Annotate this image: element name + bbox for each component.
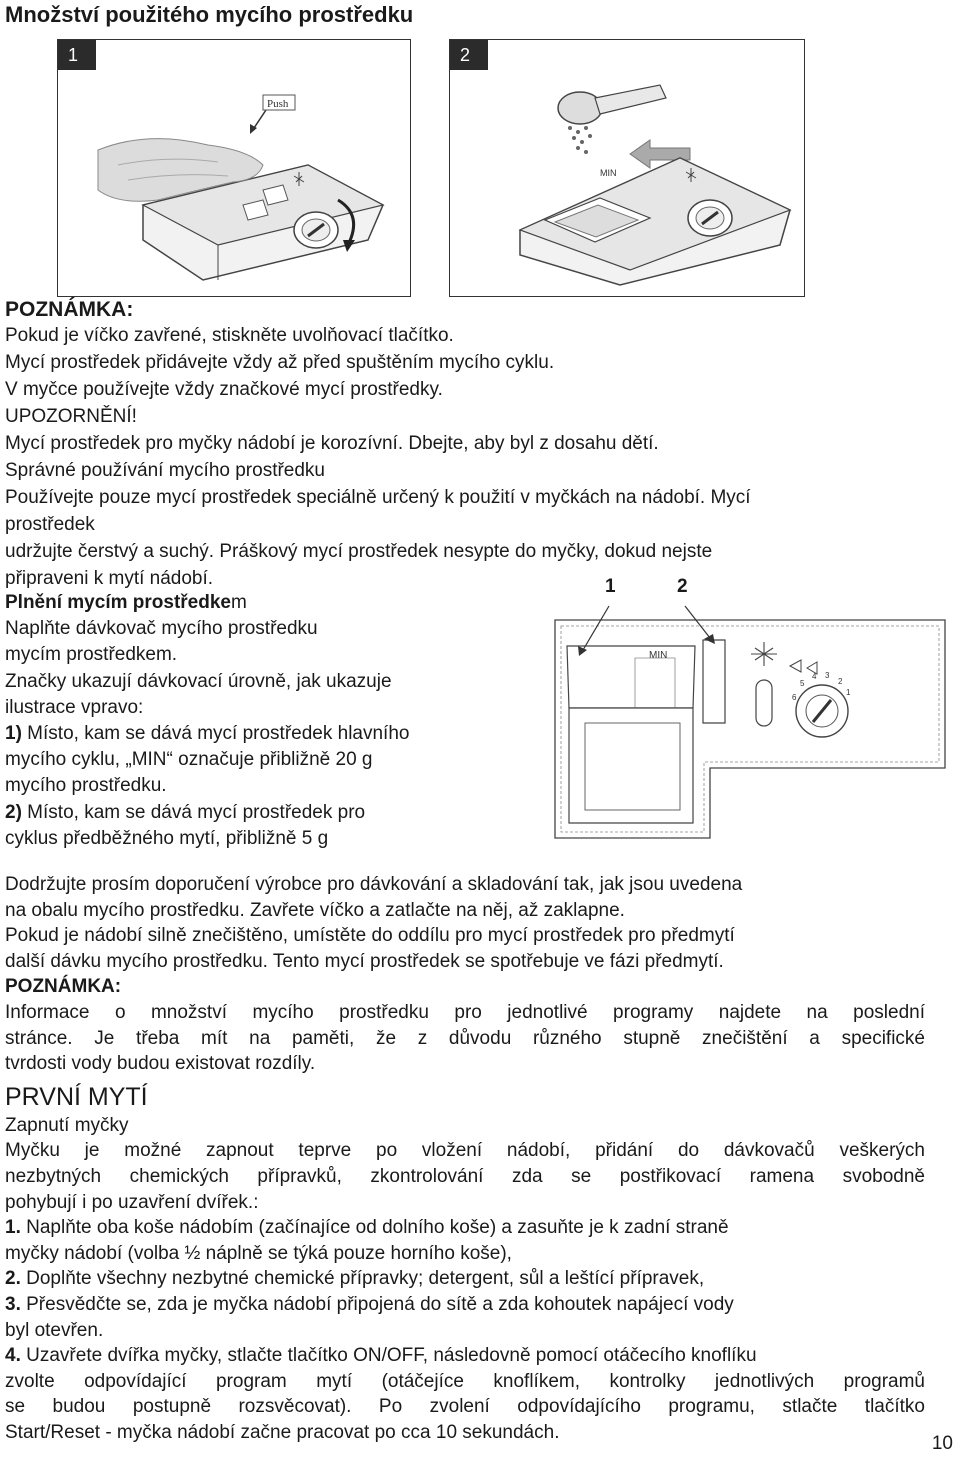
- p1-line: Pokud je nádobí silně znečištěno, umístěte do oddílu pro mycí prostředek pro předmytí: [5, 925, 735, 947]
- step-text: Naplňte oba koše nádobím (začínajíce od dolního koše) a zasuňte je k zadní straně: [20, 1217, 729, 1239]
- p1-line: Dodržujte prosím doporučení výrobce pro dávkování a skladování tak, jak jsou uvedena: [5, 874, 743, 895]
- step-text: Uzavřete dvířka myčky, stlačte tlačítko ON/OFF, následovně pomocí otáčecího knoflíku: [20, 1345, 757, 1367]
- dial-number: 5: [800, 679, 805, 688]
- step-text: Přesvědčte se, zda je myčka nádobí připojená do sítě a zda kohoutek napájecí vody: [20, 1293, 734, 1315]
- dial-number: 6: [792, 693, 797, 702]
- page-title: Množství použitého mycího prostředku: [5, 2, 414, 27]
- step-1-cont: myčky nádobí (volba ½ náplně se týká pouze horního koše),: [5, 1242, 512, 1264]
- push-label: Push: [267, 98, 289, 110]
- note-line: UPOZORNĚNÍ!: [5, 406, 137, 427]
- filling-section: [5, 590, 525, 852]
- dispenser-level-diagram: [545, 576, 959, 846]
- item-1-number: 1): [5, 722, 22, 744]
- figure-2-number: 2: [450, 40, 488, 70]
- note2-heading: POZNÁMKA:: [5, 976, 122, 998]
- step-4-cont: se budou postupně rozsvěcovat). Po zvolení odpovídajícího programu, stlačte tlačítko: [5, 1396, 925, 1418]
- note2-line: Informace o množství mycího prostředku pro jednotlivé programy najdete na poslední: [5, 1001, 925, 1023]
- note-line: prostředek: [5, 514, 95, 535]
- dispenser-diagram-svg: [545, 598, 959, 846]
- dispenser-fill-illustration: [450, 40, 804, 296]
- note-line: Mycí prostředek přidávejte vždy až před spuštěním mycího cyklu.: [5, 352, 555, 373]
- figure-1: [57, 39, 411, 297]
- note2-line: stránce. Je třeba mít na paměti, že z důvodu různého stupně znečištění a specifické: [5, 1027, 925, 1049]
- note-line: Mycí prostředek pro myčky nádobí je korozívní. Dbejte, aby byl z dosahu dětí.: [5, 433, 659, 454]
- dial-number: 4: [812, 672, 817, 681]
- item-2-text: Místo, kam se dává mycí prostředek pro: [21, 801, 366, 823]
- step-number: 4.: [5, 1345, 21, 1367]
- p1-line: další dávku mycího prostředku. Tento mycí prostředek se spotřebuje ve fázi předmytí.: [5, 950, 724, 972]
- note-line: Správné používání mycího prostředku: [5, 460, 326, 481]
- filling-heading: [5, 590, 525, 616]
- note-heading: POZNÁMKA:: [5, 298, 134, 321]
- step-number: 2.: [5, 1268, 21, 1290]
- filling-line: mycím prostředkem.: [5, 644, 178, 666]
- figure-2: [449, 39, 805, 297]
- figure-2-min-label: MIN: [600, 168, 617, 178]
- step-2: [5, 1266, 925, 1292]
- filling-heading-bold: Plnění mycím prostředke: [5, 592, 231, 613]
- item-1-text: Místo, kam se dává mycí prostředek hlavního: [21, 722, 410, 744]
- filling-line: Značky ukazují dávkovací úrovně, jak ukazuje: [5, 670, 392, 692]
- note-line: udržujte čerstvý a suchý. Práškový mycí prostředek nesypte do myčky, dokud nejste: [5, 541, 713, 562]
- note-line: Používejte pouze mycí prostředek speciálně určený k použití v myčkách na nádobí. Mycí: [5, 487, 751, 508]
- note-line: Pokud je víčko zavřené, stiskněte uvolňovací tlačítko.: [5, 325, 454, 346]
- step-4-cont: Start/Reset - myčka nádobí začne pracovat po cca 10 sekundách.: [5, 1421, 560, 1443]
- first-wash-heading: PRVNÍ MYTÍ: [5, 1082, 148, 1111]
- dial-number: 2: [838, 677, 843, 686]
- item-2-number: 2): [5, 801, 22, 823]
- note-line: V myčce používejte vždy značkové mycí prostředky.: [5, 379, 443, 400]
- filling-item-2: [5, 800, 525, 826]
- dispenser-push-illustration: [58, 40, 410, 296]
- step-4: [5, 1343, 925, 1369]
- filling-item-1: [5, 721, 525, 747]
- note-lines: [5, 322, 940, 592]
- page-number: 10: [931, 1433, 953, 1455]
- main-text: [5, 872, 925, 1445]
- step-text: Doplňte všechny nezbytné chemické přípravky; detergent, sůl a leštící přípravek,: [20, 1268, 705, 1290]
- step-number: 3.: [5, 1293, 21, 1315]
- p1-line: na obalu mycího prostředku. Zavřete víčko a zatlačte na něj, až zaklapne.: [5, 899, 625, 921]
- diagram-label-1: 1: [603, 574, 618, 600]
- filling-heading-rest: m: [230, 592, 247, 613]
- filling-item-2-cont: cyklus předběžného mytí, přibližně 5 g: [5, 827, 329, 849]
- intro-line: nezbytných chemických přípravků, zkontrolování zda se postřikovací ramena svobodně: [5, 1165, 925, 1187]
- filling-line: ilustrace vpravo:: [5, 696, 144, 718]
- step-3: [5, 1292, 925, 1318]
- step-3-cont: byl otevřen.: [5, 1319, 104, 1341]
- filling-item-1-cont: mycího cyklu, „MIN“ označuje přibližně 20 g: [5, 749, 373, 771]
- dial-number: 3: [825, 671, 830, 680]
- step-4-cont: zvolte odpovídající program mytí (otáčejíce knoflíkem, kontrolky jednotlivých programů: [5, 1370, 925, 1392]
- intro-line: pohybují i po uzavření dvířek.:: [5, 1191, 259, 1213]
- note2-line: tvrdosti vody budou existovat rozdíly.: [5, 1053, 316, 1075]
- dial-number: 1: [846, 688, 851, 697]
- diagram-min-label: MIN: [649, 650, 668, 661]
- filling-item-1-cont: mycího prostředku.: [5, 775, 167, 797]
- filling-line: Naplňte dávkovač mycího prostředku: [5, 618, 318, 640]
- figure-1-number: 1: [58, 40, 96, 70]
- step-1: [5, 1215, 925, 1241]
- switch-on-subheading: Zapnutí myčky: [5, 1114, 129, 1136]
- step-number: 1.: [5, 1217, 21, 1239]
- note-line: připraveni k mytí nádobí.: [5, 568, 214, 589]
- intro-line: Myčku je možné zapnout teprve po vložení nádobí, přidání do dávkovačů veškerých: [5, 1140, 925, 1162]
- diagram-label-2: 2: [675, 574, 690, 600]
